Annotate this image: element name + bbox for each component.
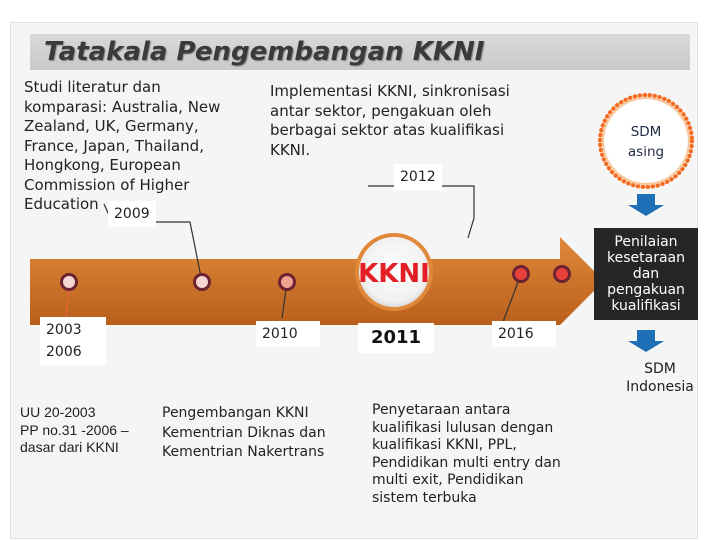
year-2010-label: 2010 — [256, 321, 320, 347]
sdm-asing-label: SDM asing — [627, 124, 665, 160]
kkni-center-label: KKNI — [358, 259, 430, 289]
note-studi-literatur: Studi literatur dan komparasi: Australia, New Zealand, UK, Germany, France, Japan, Thailand, Hongkong, European Commission of Higher Education — [24, 78, 221, 213]
milestone-2016a — [514, 267, 529, 282]
note-penyetaraan: Penyetaraan antara kualifikasi lulusan dengan kualifikasi KKNI, PPL, Pendidikan multi entry dan multi exit, Pendidikan sistem terbuka — [372, 402, 561, 506]
milestone-2009 — [195, 275, 210, 290]
milestone-2003 — [62, 275, 77, 290]
milestone-2016b — [555, 267, 570, 282]
year-2003-2006-label: 2003 2006 — [40, 317, 106, 365]
year-2011-label: 2011 — [358, 323, 434, 353]
down-arrow-top — [628, 194, 664, 216]
connector-2012 — [368, 186, 474, 238]
sdm-indonesia-label: SDM Indonesia — [626, 361, 694, 395]
penilaian-box: Penilaian kesetaraan dan pengakuan kualifikasi — [594, 228, 698, 320]
down-arrow-bottom — [628, 330, 664, 352]
note-implementasi: Implementasi KKNI, sinkronisasi antar sektor, pengakuan oleh berbagai sektor atas kualifikasi KKNI. — [270, 82, 510, 159]
year-2012-label: 2012 — [394, 164, 442, 190]
milestone-2010 — [280, 275, 295, 290]
year-2016-label: 2016 — [492, 321, 556, 347]
note-uu-pp: UU 20-2003 PP no.31 -2006 – dasar dari KKNI — [20, 404, 129, 455]
note-pengembangan: Pengembangan KKNI Kementrian Diknas dan Kementrian Nakertrans — [162, 405, 326, 460]
page-title: Tatakala Pengembangan KKNI — [30, 34, 690, 70]
year-2009-label: 2009 — [108, 201, 156, 227]
